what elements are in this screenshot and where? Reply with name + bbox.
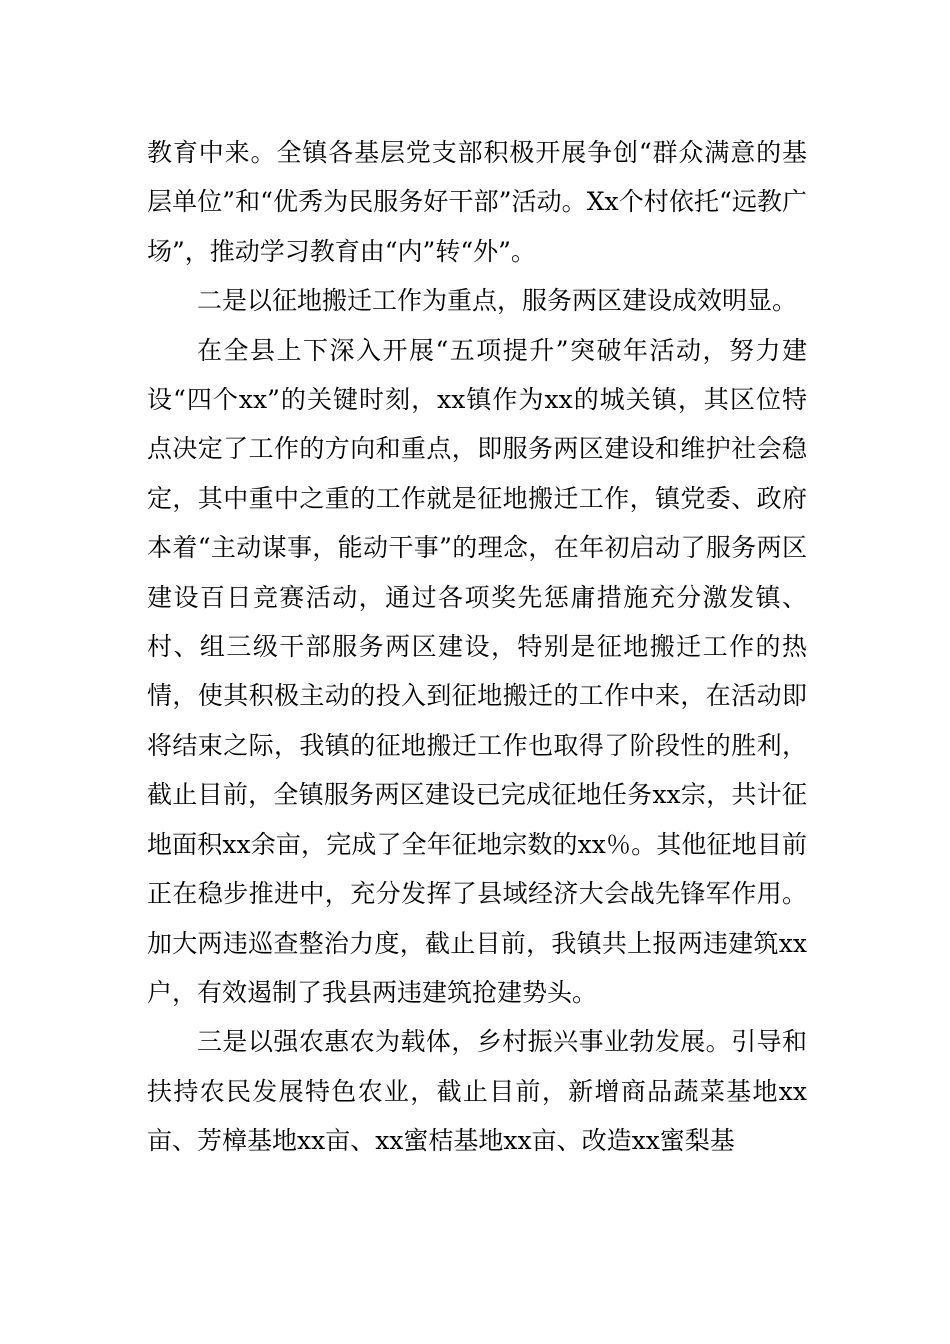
paragraph-2: 二是以征地搬迁工作为重点，服务两区建设成效明显。 xyxy=(197,286,798,316)
document-body xyxy=(147,128,807,1166)
paragraph-3: 在全县上下深入开展“五项提升”突破年活动，努力建设“四个xx”的关键时刻，xx镇作为xx的城关镇，其区位特点决定了工作的方向和重点，即服务两区建设和维护社会稳定，其中重中之重的工作就是征地搬迁工作，镇党委、政府本着“主动谋事，能动干事”的理念，在年初启动了服务两区建设百日竞赛活动，通过各项奖先惩庸措施充分激发镇、村、组三级干部服务两区建设，特别是征地搬迁工作的热情，使其积极主动的投入到征地搬迁的工作中来，在活动即将结束之际，我镇的征地搬迁工作也取得了阶段性的胜利，截止目前，全镇服务两区建设已完成征地任务xx宗，共计征地面积xx余亩，完成了全年征地宗数的xx％。其他征地目前正在稳步推进中，充分发挥了县域经济大会战先锋军作用。加大两违巡查整治力度，截止目前，我镇共上报两违建筑xx户，有效遏制了我县两违建筑抢建势头。 xyxy=(147,335,807,1007)
paragraph-1: 教育中来。全镇各基层党支部积极开展争创“群众满意的基层单位”和“优秀为民服务好干部”活动。Xx个村依托“远教广场”，推动学习教育由“内”转“外”。 xyxy=(147,138,807,266)
paragraph-4: 三是以强农惠农为载体，乡村振兴事业勃发展。引导和扶持农民发展特色农业，截止目前，新增商品蔬菜基地xx亩、芳樟基地xx亩、xx蜜桔基地xx亩、改造xx蜜梨基 xyxy=(147,1027,807,1156)
